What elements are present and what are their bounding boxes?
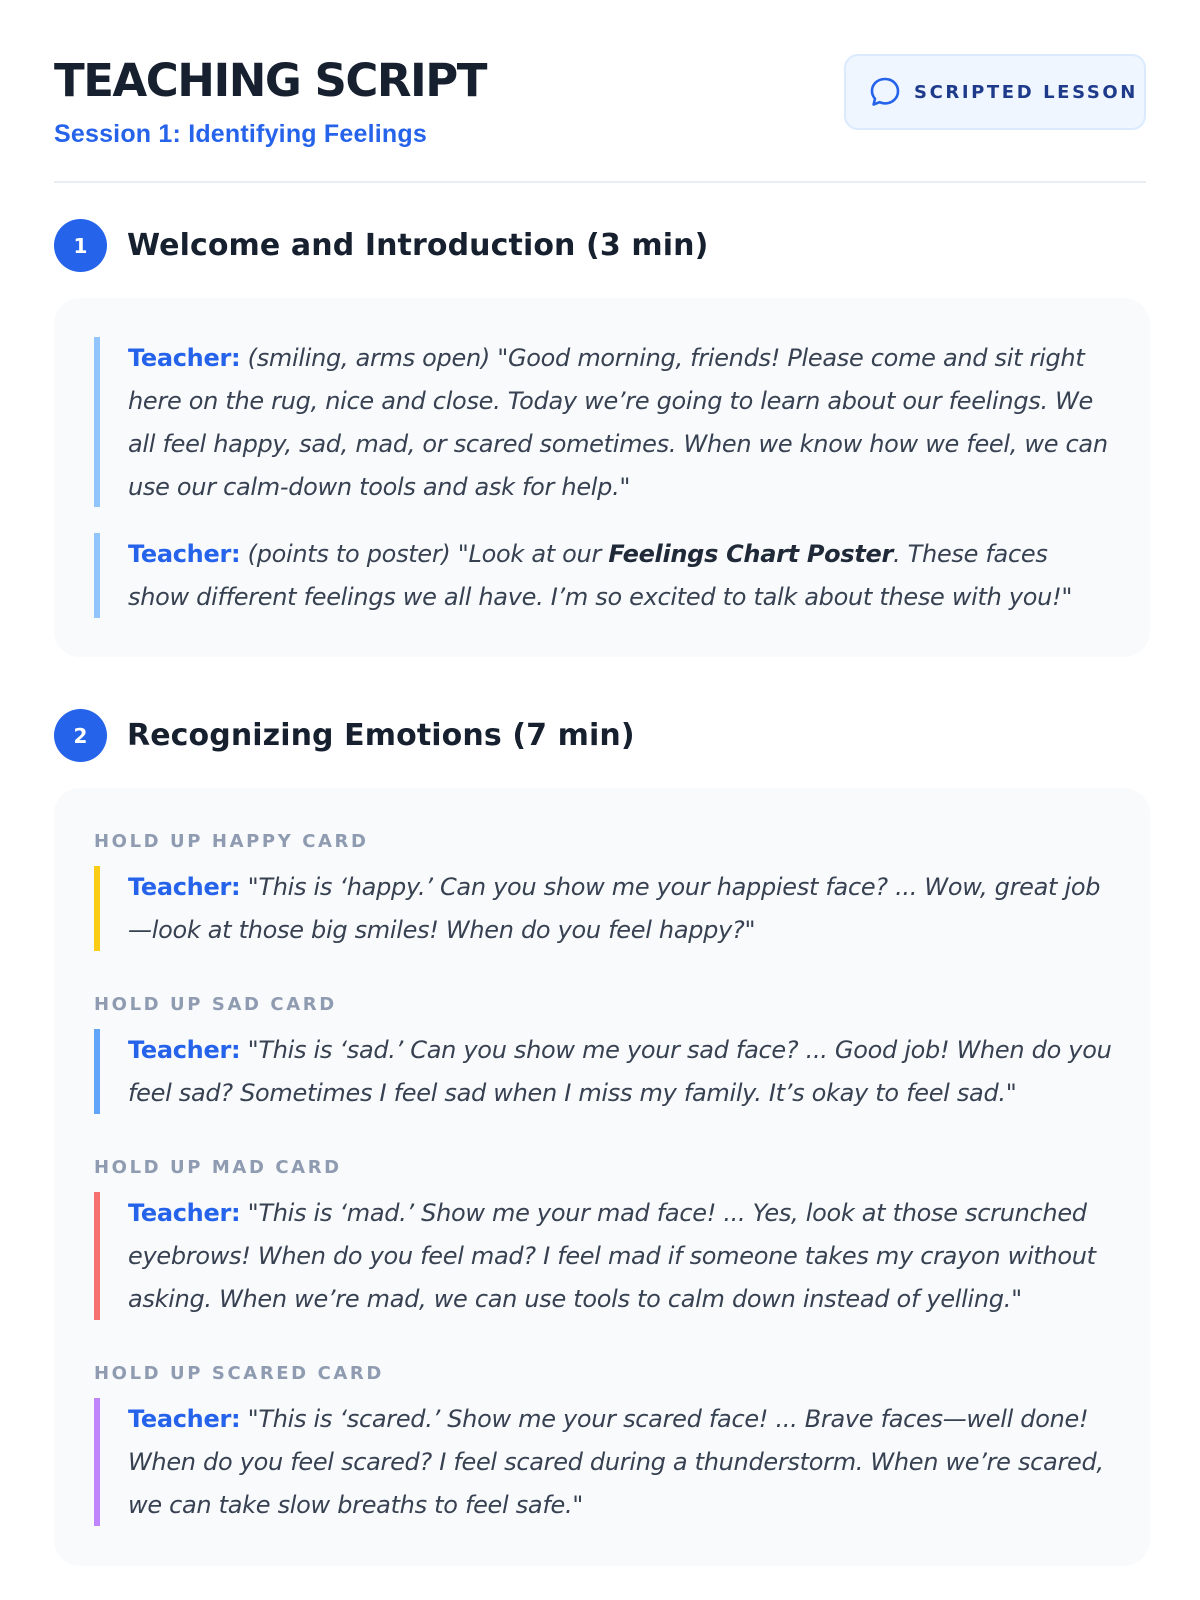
script-text: "This is ‘scared.’ Show me your scared face! ... Brave faces—well done! When do you feel scared? I feel scared during a thunderstorm. When we’re scared, we can take slow breaths to feel safe." <box>128 1405 1104 1519</box>
script-text: (smiling, arms open) "Good morning, friends! Please come and sit right here on the rug, nice and close. Today we’re going to learn about our feelings. We all feel happy, sad, mad, or scared sometimes. When we know how we feel, we can use our calm-down tools and ask for help." <box>128 344 1108 501</box>
speaker-label: Teacher: <box>128 1405 241 1433</box>
section-number-badge: 1 <box>54 219 107 272</box>
script-line <box>94 533 1114 618</box>
feelings-chart-poster-emphasis: Feelings Chart Poster <box>608 540 894 568</box>
page-title: TEACHING SCRIPT <box>54 54 486 107</box>
page-header <box>54 0 1146 183</box>
cue-mad-card: HOLD UP MAD CARD <box>94 1157 342 1178</box>
speaker-label: Teacher: <box>128 1036 241 1064</box>
script-line-sad <box>94 1029 1114 1114</box>
script-text: "This is ‘mad.’ Show me your mad face! ... Yes, look at those scrunched eyebrows! When do you feel mad? I feel mad if someone takes my crayon without asking. When we’re mad, we can use tools to calm down instead of yelling." <box>128 1199 1096 1313</box>
session-subtitle: Session 1: Identifying Feelings <box>54 120 427 148</box>
section-number-badge: 2 <box>54 709 107 762</box>
section-2-card <box>54 788 1150 1566</box>
scripted-lesson-badge <box>844 54 1146 130</box>
script-line-scared <box>94 1398 1114 1526</box>
script-text: "This is ‘happy.’ Can you show me your happiest face? ... Wow, great job—look at those big smiles! When do you feel happy?" <box>128 873 1101 944</box>
script-line-happy <box>94 866 1114 951</box>
badge-label: SCRIPTED LESSON <box>914 81 1138 103</box>
cue-happy-card: HOLD UP HAPPY CARD <box>94 831 369 852</box>
script-text: . These faces show different feelings we all have. I’m so excited to talk about these with you!" <box>128 540 1073 611</box>
speaker-label: Teacher: <box>128 540 241 568</box>
speaker-label: Teacher: <box>128 1199 241 1227</box>
speaker-label: Teacher: <box>128 873 241 901</box>
chat-bubble-icon <box>868 75 902 109</box>
script-line-mad <box>94 1192 1114 1320</box>
script-line <box>94 337 1114 507</box>
section-title: Recognizing Emotions (7 min) <box>127 718 635 753</box>
cue-sad-card: HOLD UP SAD CARD <box>94 994 337 1015</box>
cue-scared-card: HOLD UP SCARED CARD <box>94 1363 384 1384</box>
speaker-label: Teacher: <box>128 344 241 372</box>
section-2-heading <box>54 709 635 762</box>
script-text: (points to poster) "Look at our <box>247 540 609 568</box>
section-1-card <box>54 298 1150 657</box>
section-title: Welcome and Introduction (3 min) <box>127 228 709 263</box>
script-text: "This is ‘sad.’ Can you show me your sad face? ... Good job! When do you feel sad? Sometimes I feel sad when I miss my family. It’s okay to feel sad." <box>128 1036 1112 1107</box>
section-1-heading <box>54 219 708 272</box>
